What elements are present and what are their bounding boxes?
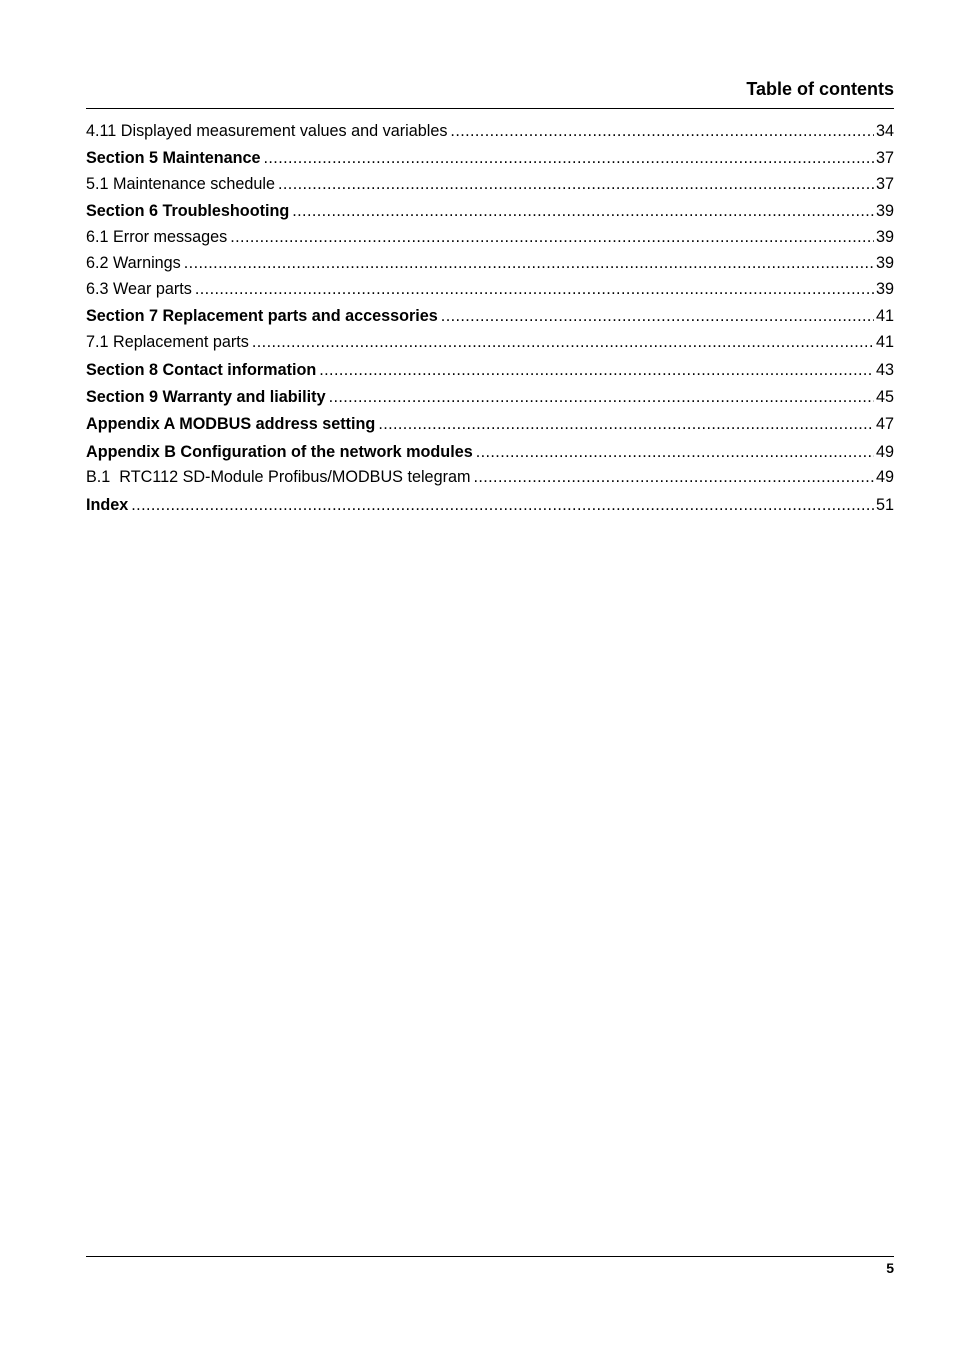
toc-entry[interactable] xyxy=(86,414,894,435)
toc-entry[interactable] xyxy=(86,495,894,516)
toc-entry-title: Section 5 Maintenance xyxy=(86,149,261,168)
toc-entry-page: 43 xyxy=(875,360,894,379)
toc-entry-page: 34 xyxy=(875,122,894,140)
toc-entry-title: 6.2 Warnings xyxy=(86,254,181,273)
toc-entry-title: 5.1 Maintenance schedule xyxy=(86,175,275,194)
toc-dot-leader xyxy=(473,467,874,488)
toc-entry-page: 37 xyxy=(875,149,894,168)
page-number: 5 xyxy=(886,1260,894,1276)
toc-dot-leader xyxy=(378,414,874,435)
toc-entry-page: 41 xyxy=(875,333,894,352)
toc-entry-title: Appendix B Configuration of the network modules xyxy=(86,442,473,461)
toc-entry-title: Index xyxy=(86,495,129,514)
toc-dot-leader xyxy=(292,201,874,222)
toc-entry-page: 39 xyxy=(875,254,894,273)
toc-dot-leader xyxy=(195,279,874,300)
toc-entry-page: 45 xyxy=(875,387,894,406)
toc-dot-leader xyxy=(252,332,874,353)
toc-entry-title: Section 6 Troubleshooting xyxy=(86,202,290,221)
toc-entry[interactable] xyxy=(86,253,894,274)
toc-entry-page: 47 xyxy=(875,415,894,434)
toc-entry[interactable] xyxy=(86,121,894,142)
toc-entry-page: 51 xyxy=(875,495,894,514)
toc-dot-leader xyxy=(476,442,874,463)
toc-entry[interactable] xyxy=(86,442,894,463)
header-divider xyxy=(86,108,894,109)
toc-dot-leader xyxy=(131,495,874,516)
toc-entry-title: 6.1 Error messages xyxy=(86,228,228,247)
toc-entry[interactable] xyxy=(86,387,894,408)
toc-entry-title: Appendix A MODBUS address setting xyxy=(86,415,376,434)
toc-entry-title: Section 7 Replacement parts and accessories xyxy=(86,307,438,326)
page-header-title: Table of contents xyxy=(746,79,894,99)
toc-dot-leader xyxy=(441,306,874,327)
toc-entry-page: 39 xyxy=(875,202,894,221)
toc-entry-title: B.1 RTC112 SD-Module Profibus/MODBUS telegram xyxy=(86,468,471,487)
toc-entry-page: 37 xyxy=(875,175,894,194)
toc-entry-title: Section 9 Warranty and liability xyxy=(86,387,326,406)
toc-entry[interactable] xyxy=(86,332,894,353)
table-of-contents xyxy=(86,121,894,521)
toc-entry[interactable] xyxy=(86,174,894,195)
toc-entry-title: 7.1 Replacement parts xyxy=(86,333,249,352)
toc-entry-page: 39 xyxy=(875,280,894,299)
toc-entry-title: 6.3 Wear parts xyxy=(86,280,192,299)
toc-entry-page: 39 xyxy=(875,228,894,247)
toc-entry-title: 4.11 Displayed measurement values and variables xyxy=(86,122,448,140)
toc-entry-page: 49 xyxy=(875,468,894,487)
toc-dot-leader xyxy=(450,121,874,142)
toc-entry[interactable] xyxy=(86,467,894,488)
toc-dot-leader xyxy=(278,174,874,195)
toc-dot-leader xyxy=(319,360,874,381)
toc-entry[interactable] xyxy=(86,360,894,381)
toc-entry-title: Section 8 Contact information xyxy=(86,360,317,379)
toc-entry-page: 49 xyxy=(875,442,894,461)
toc-entry[interactable] xyxy=(86,148,894,169)
toc-entry[interactable] xyxy=(86,306,894,327)
toc-entry[interactable] xyxy=(86,227,894,248)
toc-dot-leader xyxy=(184,253,874,274)
toc-entry[interactable] xyxy=(86,201,894,222)
footer-divider xyxy=(86,1256,894,1257)
toc-dot-leader xyxy=(230,227,874,248)
toc-dot-leader xyxy=(264,148,874,169)
toc-entry[interactable] xyxy=(86,279,894,300)
toc-dot-leader xyxy=(329,387,874,408)
toc-entry-page: 41 xyxy=(875,307,894,326)
